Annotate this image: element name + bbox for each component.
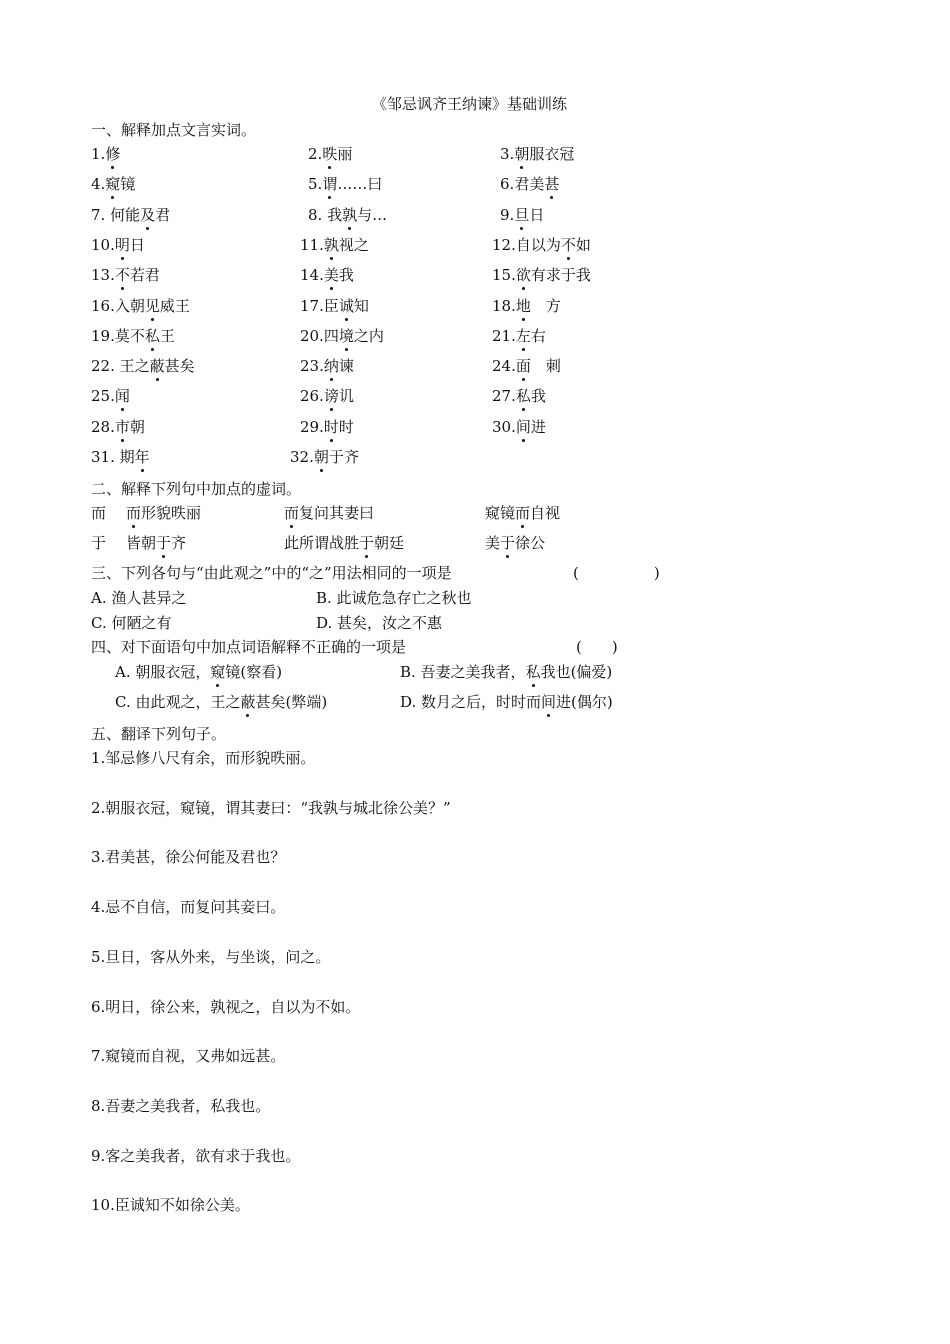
item-text: 君 [155, 205, 171, 224]
emphasized-char: 面 [515, 357, 531, 376]
item-text: 窥镜 [485, 504, 516, 522]
item-text: 此所谓战胜 [284, 534, 360, 552]
item-number: 27. [492, 387, 516, 406]
item-number: 16. [91, 296, 115, 315]
item-text: 谏 [338, 357, 354, 376]
section4-answer-paren: ( ) [576, 638, 618, 656]
section4-heading: 四、对下面语句中加点词语解释不正确的一项是 [91, 638, 407, 656]
item-text: 徐公 [515, 534, 546, 552]
item-text: 日 [529, 205, 545, 224]
emphasized-char: 而 [126, 504, 142, 522]
item-text: 方 [530, 296, 561, 315]
item-number: 22. [91, 357, 120, 376]
item-text: 朝 [129, 417, 145, 436]
item-text: 美 [485, 534, 501, 552]
vocab-item [300, 296, 369, 316]
section2-heading: 二、解释下列句中加点的虚词。 [91, 480, 302, 498]
emphasized-char: 及 [140, 205, 156, 224]
vocab-item [308, 205, 387, 225]
item-number: 26. [300, 387, 324, 406]
item-number: 8. [308, 205, 328, 224]
section3-option-c: C. 何陋之有 [91, 614, 172, 632]
item-text: D. 数月之后，时时而 [400, 693, 542, 711]
emphasized-char: 朝 [514, 145, 530, 163]
emphasized-char: 地 [515, 296, 531, 315]
vocab-item [91, 205, 170, 225]
vocab-item [91, 144, 120, 164]
vocab-item [500, 174, 559, 194]
item-text: B. 吾妻之美我者， [400, 663, 526, 681]
section3-option-b: B. 此诚危急存亡之秋也 [316, 589, 472, 607]
function-word-item [126, 503, 201, 523]
translation-item: 7.窥镜而自视，又弗如远甚。 [91, 1047, 286, 1066]
function-word-item [485, 533, 545, 553]
item-text: 甚矣 [164, 357, 195, 376]
emphasized-char: 蔽 [240, 693, 256, 711]
item-number: 32. [290, 448, 314, 466]
vocab-item [300, 326, 384, 346]
emphasized-char: 闻 [114, 387, 130, 406]
item-number: 13. [91, 266, 115, 285]
item-text: 自视 [530, 504, 561, 522]
translation-item: 3.君美甚，徐公何能及君也？ [91, 848, 286, 867]
emphasized-char: 间 [515, 417, 531, 436]
vocab-item [492, 296, 561, 316]
item-text: 我 [530, 387, 546, 406]
item-text: 如 [575, 235, 591, 254]
section3-option-a: A. 渔人甚异之 [91, 589, 187, 607]
vocab-item [91, 235, 145, 255]
item-text: 四 [323, 326, 339, 345]
translation-item: 5.旦日，客从外来，与坐谈，问之。 [91, 947, 331, 966]
vocab-item [492, 235, 591, 255]
item-number: 2. [308, 145, 323, 163]
item-text: 我也(偏爱) [540, 663, 613, 681]
item-text: 君美 [514, 175, 545, 194]
section4-option [115, 692, 327, 712]
item-text: 有求于我 [530, 266, 591, 285]
item-text: 镜 [120, 175, 136, 194]
vocab-item [300, 356, 354, 376]
page-title: 《邹忌讽齐王纳谏》基础训练 [372, 95, 568, 113]
emphasized-char: 私 [515, 387, 531, 406]
vocab-item [91, 386, 130, 406]
vocab-item [500, 144, 574, 164]
item-text: ……曰 [337, 175, 383, 194]
item-number: 31. [91, 448, 120, 466]
item-number: 15. [492, 266, 516, 285]
emphasized-char: 见 [144, 296, 160, 315]
item-text: 进 [530, 417, 546, 436]
emphasized-char: 私 [525, 663, 541, 681]
item-number: 1. [91, 145, 106, 163]
item-number: 11. [300, 235, 324, 254]
item-number: 12. [492, 235, 516, 254]
item-text: 服衣冠 [529, 145, 575, 163]
emphasized-char: 不 [114, 266, 130, 285]
item-number: 29. [300, 417, 324, 436]
emphasized-char: 而 [515, 504, 531, 522]
vocab-item [492, 326, 546, 346]
item-text: 入朝 [114, 296, 145, 315]
item-text: 威王 [159, 296, 190, 315]
emphasized-char: 于 [359, 534, 375, 552]
translation-item: 1.邹忌修八尺有余，而形貌昳丽。 [91, 749, 316, 767]
item-text: 若君 [129, 266, 160, 285]
emphasized-char: 境 [338, 326, 354, 345]
vocab-item [492, 356, 561, 376]
item-text: 之内 [353, 326, 384, 345]
emphasized-char: 孰 [342, 205, 358, 224]
vocab-item [492, 265, 591, 285]
item-number: 25. [91, 387, 115, 406]
item-number: 9. [500, 205, 515, 224]
item-text: 何能 [110, 205, 141, 224]
translation-item: 4.忌不自信，而复问其妾曰。 [91, 898, 286, 917]
item-text: 与… [357, 205, 388, 224]
section2-yu-char: 于 [91, 534, 107, 552]
emphasized-char: 昳 [322, 145, 338, 163]
emphasized-char: 美 [323, 266, 339, 285]
section4-option [400, 662, 612, 682]
item-number: 21. [492, 326, 516, 345]
function-word-item [284, 533, 404, 553]
emphasized-char: 不 [560, 235, 576, 254]
function-word-item [126, 533, 186, 553]
emphasized-char: 修 [105, 145, 121, 163]
emphasized-char: 左 [515, 326, 531, 345]
emphasized-char: 市 [114, 417, 130, 436]
vocab-item [91, 296, 190, 316]
section2-er-char: 而 [91, 504, 107, 522]
vocab-item [91, 417, 145, 437]
section3-option-d: D. 甚矣，汝之不惠 [316, 614, 443, 632]
translation-item: 8.吾妻之美我者，私我也。 [91, 1096, 271, 1115]
item-text: 王之 [119, 357, 150, 376]
section3-heading: 三、下列各句与“由此观之”中的“之”用法相同的一项是 [91, 564, 452, 582]
emphasized-char: 欲 [515, 266, 531, 285]
section5-heading: 五、翻译下列句子。 [91, 725, 227, 743]
item-number: 14. [300, 266, 324, 285]
vocab-item [500, 205, 544, 225]
emphasized-char: 窥 [105, 175, 121, 194]
emphasized-char: 于 [156, 534, 172, 552]
item-text: 右 [530, 326, 546, 345]
item-text: 形貌昳丽 [141, 504, 202, 522]
emphasized-char: 年 [134, 448, 150, 466]
item-number: 4. [91, 175, 106, 194]
emphasized-char: 蔽 [149, 357, 165, 376]
item-text: 我 [338, 266, 354, 285]
emphasized-char: 明 [114, 235, 130, 254]
function-word-item [284, 503, 374, 523]
item-text: 视之 [338, 235, 369, 254]
vocab-item [300, 386, 354, 406]
item-text: 自以为 [515, 235, 561, 254]
vocab-item [300, 417, 354, 437]
vocab-item [91, 174, 135, 194]
item-text: 皆朝 [126, 534, 157, 552]
vocab-item [308, 144, 352, 164]
emphasized-char: 谤 [323, 387, 339, 406]
item-text: 莫不 [114, 326, 145, 345]
translation-item: 9.客之美我者，欲有求于我也。 [91, 1146, 301, 1165]
item-number: 17. [300, 296, 324, 315]
translation-item: 2.朝服衣冠，窥镜，谓其妻曰：“我孰与城北徐公美？” [91, 798, 451, 817]
item-text: A. 朝服衣冠， [115, 663, 211, 681]
vocab-item [91, 356, 195, 376]
vocab-item [492, 417, 546, 437]
vocab-item [91, 326, 175, 346]
vocab-item [300, 235, 369, 255]
section1-heading: 一、解释加点文言实词。 [91, 121, 257, 139]
section3-answer-paren: ( ) [573, 564, 660, 582]
item-number: 18. [492, 296, 516, 315]
vocab-item [290, 447, 359, 467]
item-text: 臣 [323, 296, 339, 315]
item-number: 24. [492, 357, 516, 376]
emphasized-char: 谓 [322, 175, 338, 194]
section4-option [400, 692, 613, 712]
emphasized-char: 纳 [323, 357, 339, 376]
item-number: 30. [492, 417, 516, 436]
translation-item: 10.臣诚知不如徐公美。 [91, 1196, 250, 1215]
translation-item: 6.明日，徐公来，孰视之，自以为不如。 [91, 997, 361, 1016]
item-text: 刺 [530, 357, 561, 376]
emphasized-char: 于 [500, 534, 516, 552]
emphasized-char: 时 [323, 417, 339, 436]
item-text: 进(偶尔) [556, 693, 613, 711]
item-text: 于齐 [328, 448, 359, 466]
emphasized-char: 窥 [210, 663, 226, 681]
vocab-item [300, 265, 354, 285]
item-text: 期 [119, 448, 135, 466]
vocab-item [308, 174, 382, 194]
emphasized-char: 孰 [323, 235, 339, 254]
item-text: 时 [338, 417, 354, 436]
item-text: 丽 [337, 145, 353, 163]
item-text: 甚矣(弊端) [255, 693, 328, 711]
item-number: 5. [308, 175, 323, 194]
emphasized-char: 诚 [338, 296, 354, 315]
emphasized-char: 朝 [313, 448, 329, 466]
emphasized-char: 间 [541, 693, 557, 711]
item-text: 朝廷 [374, 534, 405, 552]
item-number: 7. [91, 205, 111, 224]
emphasized-char: 而 [284, 504, 300, 522]
item-number: 6. [500, 175, 515, 194]
vocab-item [492, 386, 546, 406]
item-number: 23. [300, 357, 324, 376]
section4-option [115, 662, 282, 682]
emphasized-char: 私 [144, 326, 160, 345]
item-text: 齐 [171, 534, 187, 552]
item-text: 讥 [338, 387, 354, 406]
item-number: 3. [500, 145, 515, 163]
vocab-item [91, 265, 160, 285]
item-number: 19. [91, 326, 115, 345]
item-text: C. 由此观之，王之 [115, 693, 241, 711]
vocab-item [91, 447, 150, 467]
item-text: 我 [327, 205, 343, 224]
emphasized-char: 旦 [514, 205, 530, 224]
item-text: 知 [353, 296, 369, 315]
emphasized-char: 甚 [544, 175, 560, 194]
item-text: 日 [129, 235, 145, 254]
item-number: 10. [91, 235, 115, 254]
function-word-item [485, 503, 560, 523]
item-number: 20. [300, 326, 324, 345]
item-text: 王 [159, 326, 175, 345]
item-text: 复问其妻曰 [299, 504, 375, 522]
item-text: 镜(察看) [225, 663, 283, 681]
item-number: 28. [91, 417, 115, 436]
